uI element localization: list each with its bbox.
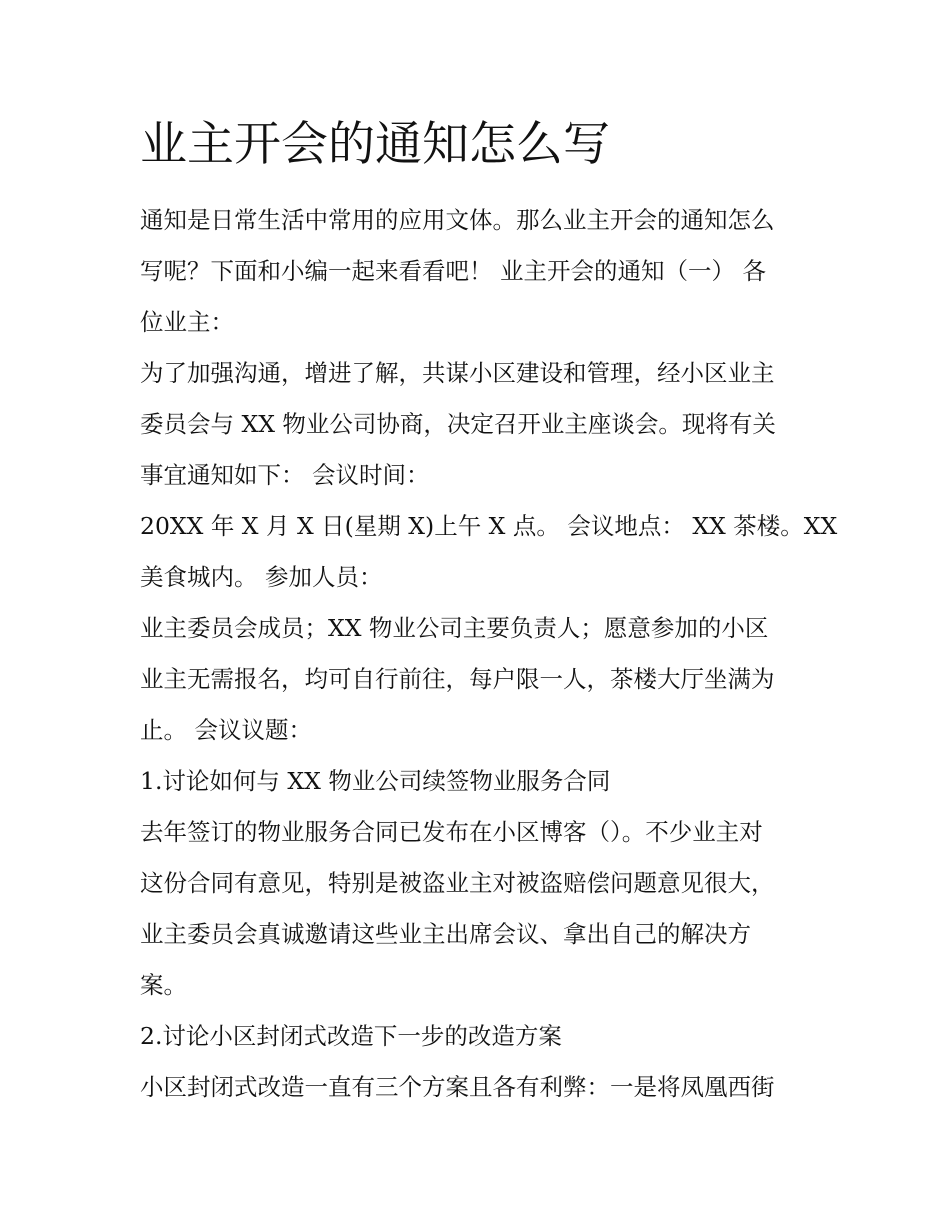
document-body [140,195,838,1113]
body-line: 业主委员会成员；XX 物业公司主要负责人；愿意参加的小区 [140,614,769,642]
body-line: 止。 会议议题： [140,716,312,744]
body-line: 位业主： [140,308,234,336]
document-title: 业主开会的通知怎么写 [140,117,610,172]
body-line: 业主无需报名，均可自行前往，每户限一人，茶楼大厅坐满为 [140,665,775,693]
body-line: 通知是日常生活中常用的应用文体。那么业主开会的通知怎么 [140,206,775,234]
body-line: 写呢？下面和小编一起来看看吧！ 业主开会的通知（一） 各 [140,257,766,285]
body-line: 20XX 年 X 月 X 日(星期 X)上午 X 点。 会议地点： XX 茶楼。XX [140,512,838,540]
body-line: 这份合同有意见，特别是被盗业主对被盗赔偿问题意见很大， [140,869,775,897]
agenda-item-heading: 1.讨论如何与 XX 物业公司续签物业服务合同 [140,767,611,795]
body-line: 事宜通知如下： 会议时间： [140,461,430,489]
agenda-item-heading: 2.讨论小区封闭式改造下一步的改造方案 [140,1022,562,1050]
body-line: 委员会与 XX 物业公司协商，决定召开业主座谈会。现将有关 [140,410,776,438]
body-line: 案。 [140,971,187,999]
body-line: 美食城内。 参加人员： [140,563,383,591]
body-line: 业主委员会真诚邀请这些业主出席会议、拿出自己的解决方 [140,920,751,948]
body-line: 小区封闭式改造一直有三个方案且各有利弊：一是将凤凰西街 [140,1073,775,1101]
body-line: 去年签订的物业服务合同已发布在小区博客（）。不少业主对 [140,818,763,846]
body-line: 为了加强沟通，增进了解，共谋小区建设和管理，经小区业主 [140,359,775,387]
